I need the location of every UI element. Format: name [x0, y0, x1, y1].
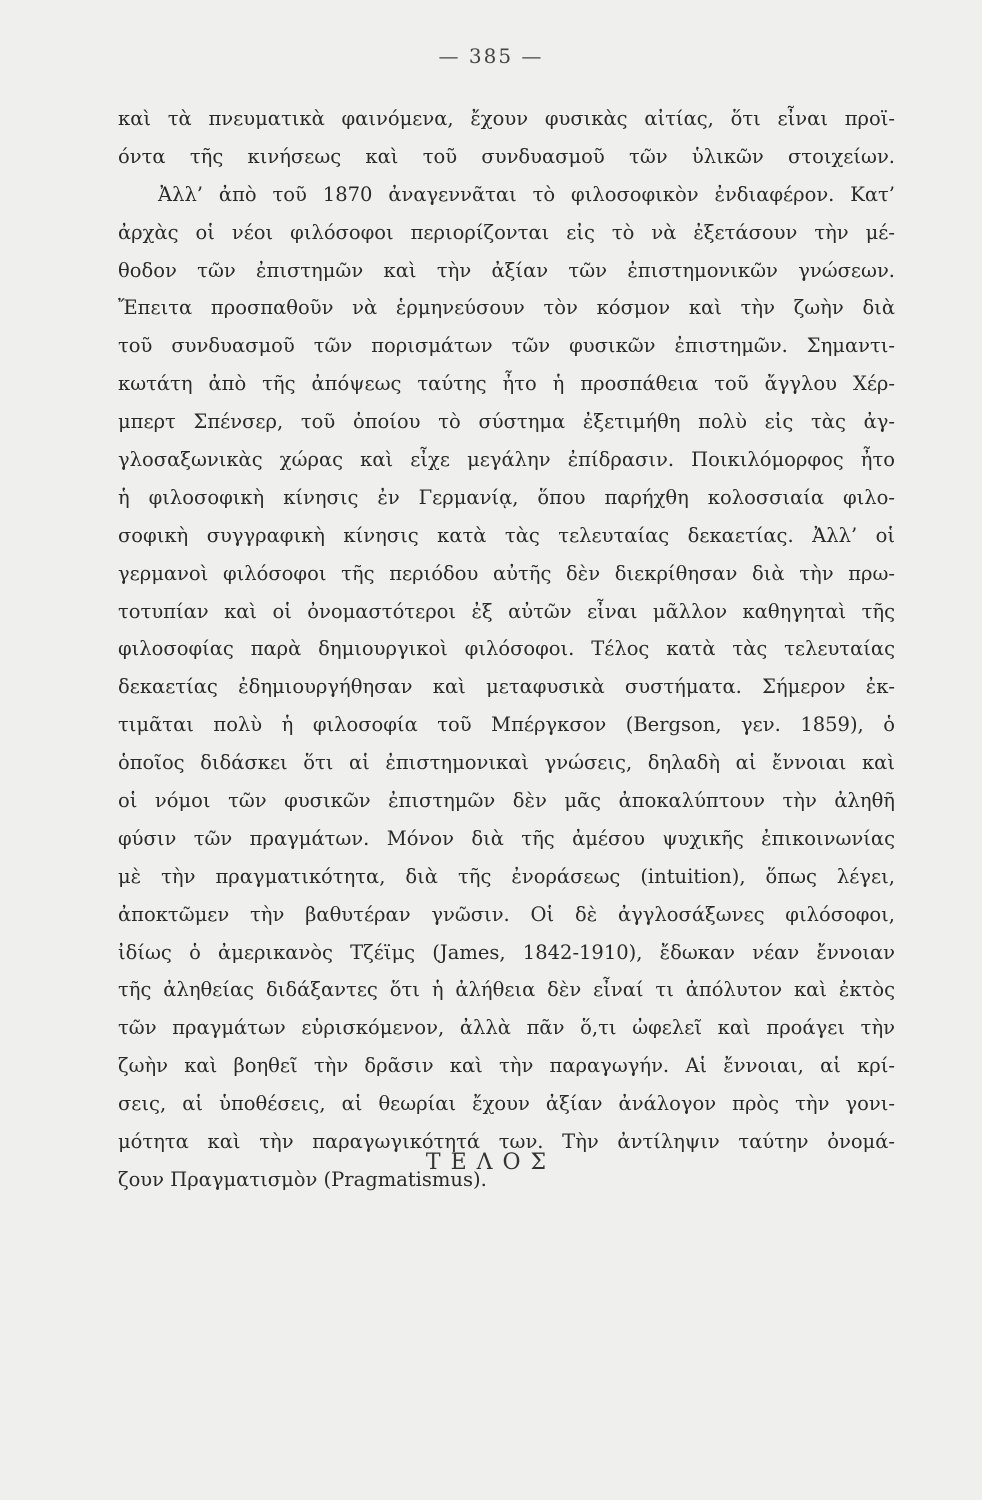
text-line: καὶ τὰ πνευματικὰ φαινόμενα, ἔχουν φυσικὰς αἰτίας, ὅτι εἶναι προϊ- [118, 107, 895, 130]
text-line: ζωὴν καὶ βοηθεῖ τὴν δρᾶσιν καὶ τὴν παραγωγήν. Αἱ ἔννοιαι, αἱ κρί- [118, 1054, 895, 1078]
text-line: τοτυπίαν καὶ οἱ ὀνομαστότεροι ἐξ αὐτῶν εἶναι μᾶλλον καθηγηταὶ τῆς [118, 599, 895, 623]
text-line: σεις, αἱ ὑποθέσεις, αἱ θεωρίαι ἔχουν ἀξίαν ἀνάλογον πρὸς τὴν γονι- [118, 1092, 895, 1116]
text-line: γλοσαξωνικὰς χώρας καὶ εἶχε μεγάλην ἐπίδρασιν. Ποικιλόμορφος ἦτο [118, 448, 895, 472]
text-line: οἱ νόμοι τῶν φυσικῶν ἐπιστημῶν δὲν μᾶς ἀποκαλύπτουν τὴν ἀληθῆ [118, 789, 895, 813]
body-text [118, 100, 895, 1199]
text-line-last: ζουν Πραγματισμὸν (Pragmatismus). [118, 1167, 487, 1191]
text-line: θοδον τῶν ἐπιστημῶν καὶ τὴν ἀξίαν τῶν ἐπιστημονικῶν γνώσεων. [118, 258, 895, 282]
text-line: Ἔπειτα προσπαθοῦν νὰ ἑρμηνεύσουν τὸν κόσμον καὶ τὴν ζωὴν διὰ [118, 296, 895, 320]
ending-title: ΤΕΛΟΣ [425, 1150, 557, 1175]
text-line: τοῦ συνδυασμοῦ τῶν πορισμάτων τῶν φυσικῶν ἐπιστημῶν. Σημαντι- [118, 334, 895, 358]
text-line: φιλοσοφίας παρὰ δημιουργικοὶ φιλόσοφοι. Τέλος κατὰ τὰς τελευταίας [118, 637, 895, 661]
text-line: κωτάτη ἀπὸ τῆς ἀπόψεως ταύτης ἦτο ἡ προσπάθεια τοῦ ἄγγλου Χέρ- [118, 372, 895, 396]
text-line: τῆς ἀληθείας διδάξαντες ὅτι ἡ ἀλήθεια δὲν εἶναί τι ἀπόλυτον καὶ ἐκτὸς [118, 978, 895, 1002]
text-line: δεκαετίας ἐδημιουργήθησαν καὶ μεταφυσικὰ συστήματα. Σήμερον ἐκ- [118, 675, 895, 699]
text-line: μὲ τὴν πραγματικότητα, διὰ τῆς ἐνοράσεως (intuition), ὅπως λέγει, [118, 864, 895, 888]
text-line: ὁποῖος διδάσκει ὅτι αἱ ἐπιστημονικαὶ γνώσεις, δηλαδὴ αἱ ἔννοιαι καὶ [118, 751, 895, 775]
text-line: μπερτ Σπένσερ, τοῦ ὁποίου τὸ σύστημα ἐξετιμήθη πολὺ εἰς τὰς ἀγ- [118, 410, 895, 434]
text-line: ἀρχὰς οἱ νέοι φιλόσοφοι περιορίζονται εἰς τὸ νὰ ἐξετάσουν τὴν μέ- [118, 220, 895, 244]
text-line: ἀποκτῶμεν τὴν βαθυτέραν γνῶσιν. Οἱ δὲ ἀγγλοσάξωνες φιλόσοφοι, [118, 902, 895, 926]
text-line: ἡ φιλοσοφικὴ κίνησις ἐν Γερμανίᾳ, ὅπου παρήχθη κολοσσιαία φιλο- [118, 485, 895, 509]
text-line: μότητα καὶ τὴν παραγωγικότητά των. Τὴν ἀντίληψιν ταύτην ὀνομά- [118, 1130, 895, 1154]
text-line: σοφικὴ συγγραφικὴ κίνησις κατὰ τὰς τελευταίας δεκαετίας. Ἀλλ’ οἱ [118, 523, 895, 547]
text-line: φύσιν τῶν πραγμάτων. Μόνον διὰ τῆς ἀμέσου ψυχικῆς ἐπικοινωνίας [118, 826, 895, 850]
text-line: Ἀλλ’ ἀπὸ τοῦ 1870 ἀναγεννᾶται τὸ φιλοσοφικὸν ἐνδιαφέρον. Κατ’ [158, 182, 895, 206]
page-number: — 385 — [438, 44, 544, 68]
text-line: γερμανοὶ φιλόσοφοι τῆς περιόδου αὐτῆς δὲν διεκρίθησαν διὰ τὴν πρω- [118, 561, 895, 585]
text-line: όντα τῆς κινήσεως καὶ τοῦ συνδυασμοῦ τῶν ὑλικῶν στοιχείων. [118, 144, 895, 168]
text-line: ἰδίως ὁ ἀμερικανὸς Τζέϊμς (James, 1842-1910), ἔδωκαν νέαν ἔννοιαν [118, 940, 895, 964]
text-line: τιμᾶται πολὺ ἡ φιλοσοφία τοῦ Μπέργκσον (Bergson, γεν. 1859), ὁ [118, 713, 895, 737]
text-line: τῶν πραγμάτων εὑρισκόμενον, ἀλλὰ πᾶν ὅ,τι ὠφελεῖ καὶ προάγει τὴν [118, 1016, 895, 1040]
